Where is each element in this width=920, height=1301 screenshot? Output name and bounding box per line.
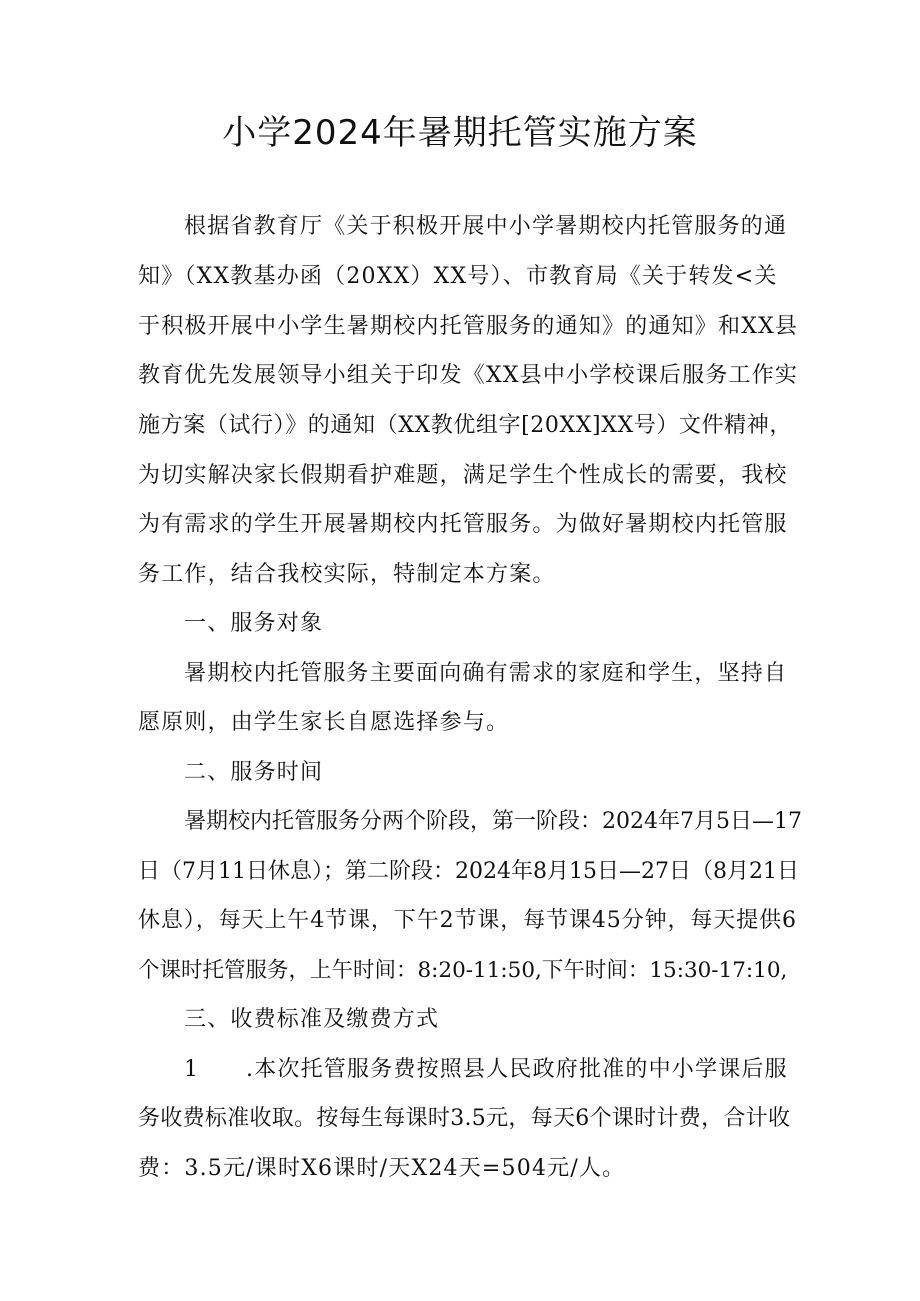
section2-line-2: 日（7月11日休息）；第二阶段：2024年8月15日—27日（8月21日 (138, 859, 799, 884)
section-heading-fees: 三、收费标准及缴费方式 (184, 1007, 440, 1032)
page-title: 小学2024年暑期托管实施方案 (222, 113, 698, 153)
intro-line-8: 务工作，结合我校实际，特制定本方案。 (138, 562, 556, 587)
intro-line-5: 施方案（试行）》的通知（XX教优组字[20XX]XX号）文件精神， (138, 413, 792, 438)
section1-line-1: 暑期校内托管服务主要面向确有需求的家庭和学生，坚持自 (184, 661, 788, 686)
section2-line-1: 暑期校内托管服务分两个阶段，第一阶段：2024年7月5日—17 (184, 809, 802, 834)
intro-line-2: 知》（XX教基办函（20XX）XX号）、市教育局《关于转发<关 (138, 264, 778, 289)
fee-item-number: 1 (184, 1057, 200, 1082)
section-heading-service-time: 二、服务时间 (184, 760, 324, 785)
section2-line-3: 休息），每天上午4节课，下午2节课，每节课45分钟，每天提供6 (138, 908, 797, 933)
section1-line-2: 愿原则，由学生家长自愿选择参与。 (138, 710, 510, 735)
section3-line-2: 务收费标准收取。按每生每课时3.5元，每天6个课时计费，合计收 (138, 1106, 791, 1131)
section2-line-4: 个课时托管服务，上午时间：8:20-11:50,下午时间：15:30-17:10, (138, 958, 788, 983)
intro-line-4: 教育优先发展领导小组关于印发《XX县中小学校课后服务工作实 (138, 363, 799, 388)
section3-line-1: .本次托管服务费按照县人民政府批准的中小学课后服 (246, 1057, 788, 1082)
intro-line-3: 于积极开展中小学生暑期校内托管服务的通知》的通知》和XX县 (138, 314, 799, 339)
intro-line-1: 根据省教育厅《关于积极开展中小学暑期校内托管服务的通 (184, 214, 788, 239)
section3-line-3: 费：3.5元/课时X6课时/天X24天=504元/人。 (138, 1156, 626, 1181)
section-heading-service-target: 一、服务对象 (184, 611, 324, 636)
intro-line-7: 为有需求的学生开展暑期校内托管服务。为做好暑期校内托管服 (138, 512, 788, 537)
intro-line-6: 为切实解决家长假期看护难题，满足学生个性成长的需要，我校 (138, 463, 788, 488)
